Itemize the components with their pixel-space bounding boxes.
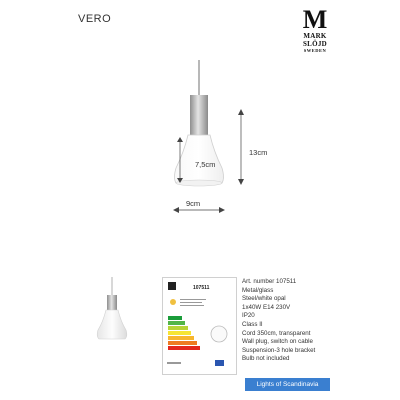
spec-line: IP20 [242, 312, 255, 320]
spec-line: Bulb not included [242, 355, 290, 363]
spec-list [242, 278, 315, 364]
dimension-total-height [238, 109, 244, 185]
product-title: VERO [78, 13, 112, 25]
spec-line: Wall plug, switch on cable [242, 338, 313, 346]
spec-line: Art. number 107511 [242, 278, 297, 285]
logo-line-3: SWEDEN [303, 48, 327, 53]
lamp-socket-icon [211, 326, 227, 342]
logo-monogram: M [302, 5, 328, 34]
dimension-inner-height-label: 7,5cm [195, 160, 216, 169]
label-article-number: 107511 [193, 285, 210, 291]
lamp-metal-holder [190, 95, 208, 135]
spec-line: Metal/glass [242, 286, 274, 294]
spec-line: Cord 350cm, transparent [242, 329, 311, 337]
label-brand-mark [168, 282, 176, 290]
product-thumbnail [97, 277, 127, 339]
dimension-width-label: 9cm [186, 199, 201, 208]
dimension-total-height-label: 13cm [249, 148, 268, 157]
energy-label-card [162, 277, 237, 375]
footer-banner: Lights of Scandinavia [245, 378, 330, 391]
bulb-icon [170, 299, 176, 305]
spec-line: Class II [242, 320, 263, 328]
spec-line: 1x40W E14 230V [242, 303, 291, 311]
logo-line-1: MARK [303, 32, 327, 40]
lamp-glass-shade [175, 135, 224, 183]
spec-line: Suspension-3 hole bracket [242, 346, 316, 354]
logo-line-2: SLÖJD [302, 40, 328, 48]
eu-flag-icon [215, 360, 224, 366]
energy-label-graphic [163, 278, 236, 374]
energy-class-bars [168, 316, 200, 350]
lamp-shade-rim [176, 180, 222, 186]
spec-line: Steel/white opal [242, 295, 286, 303]
